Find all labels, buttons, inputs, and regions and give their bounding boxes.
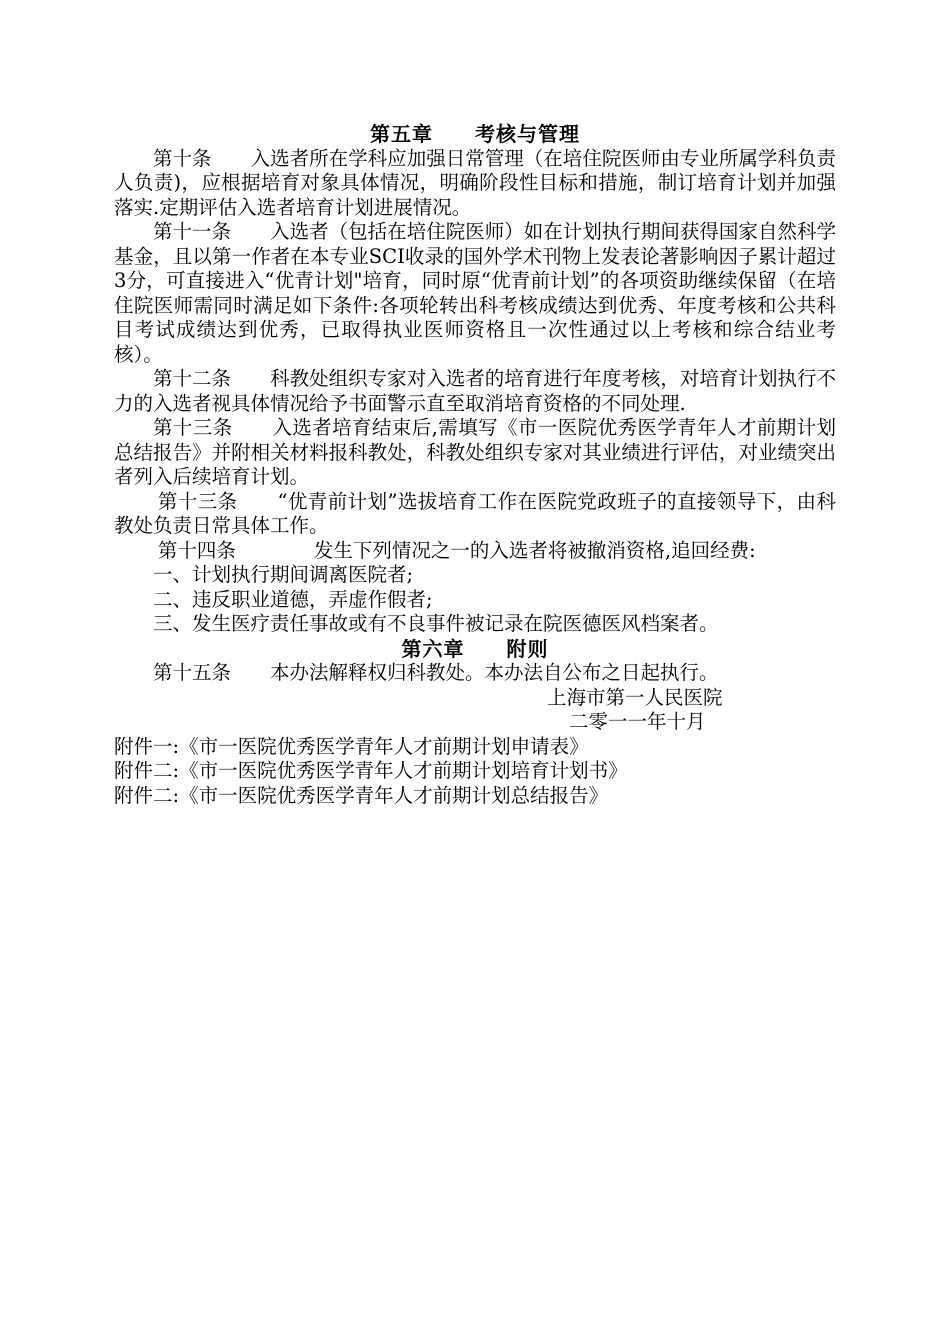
article-13-duplicate	[114, 490, 836, 539]
list-item: 二、违反职业道德，弄虚作假者;	[153, 587, 433, 611]
article-11	[114, 220, 836, 367]
article-text: 本办法解释权归科教处。本办法自公布之日起执行。	[270, 661, 719, 684]
article-12	[114, 367, 836, 416]
attachment-line: 附件二:《市一医院优秀医学青年人才前期计划培育计划书》	[114, 759, 628, 782]
article-text: 科教处组织专家对入选者的培育进行年度考核，对培育计划执行不力的入选者视具体情况给予书面警示直至取消培育资格的不同处理.	[114, 367, 836, 415]
article-number: 第十条	[153, 146, 251, 170]
article-13	[114, 416, 836, 490]
signature-organization: 上海市第一人民医院	[547, 685, 723, 709]
signature-date: 二零一一年十月	[569, 710, 706, 733]
article-number: 第十四条	[157, 538, 314, 562]
article-15	[114, 661, 836, 686]
article-number: 第十一条	[153, 220, 271, 243]
article-text: 入选者所在学科应加强日常管理（在培住院医师由专业所属学科负责人负责)，应根据培育对象具体情况，明确阶段性目标和措施，制订培育计划并加强落实.定期评估入选者培育计划进展情况。	[114, 146, 836, 219]
article-text: 入选者（包括在培住院医师）如在计划执行期间获得国家自然科学基金，且以第一作者在本专业SCI收录的国外学术刊物上发表论著影响因子累计超过3分，可直接进入“优青计划"培育，同时原“优青前计划”的各项资助继续保留（在培住院医师需同时满足如下条件:各项轮转出科考核成绩达到优秀、年度考核和公共科目考试成绩达到优秀，已取得执业医师资格且一次性通过以上考核和综合结业考核）。	[114, 220, 836, 366]
article-text: 入选者培育结束后,需填写《市一医院优秀医学青年人才前期计划总结报告》并附相关材料报科教处，科教处组织专家对其业绩进行评估，对业绩突出者列入后续培育计划。	[114, 416, 836, 488]
article-number: 第十二条	[153, 367, 271, 390]
article-text: 发生下列情况之一的入选者将被撤消资格,追回经费:	[313, 538, 756, 562]
list-item: 三、发生医疗责任事故或有不良事件被记录在院医德医风档案者。	[153, 612, 719, 635]
attachment-line: 附件二:《市一医院优秀医学青年人才前期计划总结报告》	[114, 783, 609, 807]
chapter5-heading: 第五章 考核与管理	[370, 122, 580, 146]
article-number: 第十三条	[153, 416, 273, 439]
attachment-line: 附件一:《市一医院优秀医学青年人才前期计划申请表》	[114, 734, 589, 758]
article-text: “优青前计划”选拔培育工作在医院党政班子的直接领导下，由科教处负责日常具体工作。	[114, 489, 836, 537]
document-body	[114, 122, 836, 808]
list-item: 一、计划执行期间调离医院者;	[153, 563, 414, 586]
article-number: 第十五条	[153, 661, 271, 684]
article-14	[114, 539, 836, 564]
article-10	[114, 147, 836, 221]
chapter6-heading: 第六章 附则	[401, 636, 549, 661]
article-number: 第十三条	[157, 489, 278, 513]
